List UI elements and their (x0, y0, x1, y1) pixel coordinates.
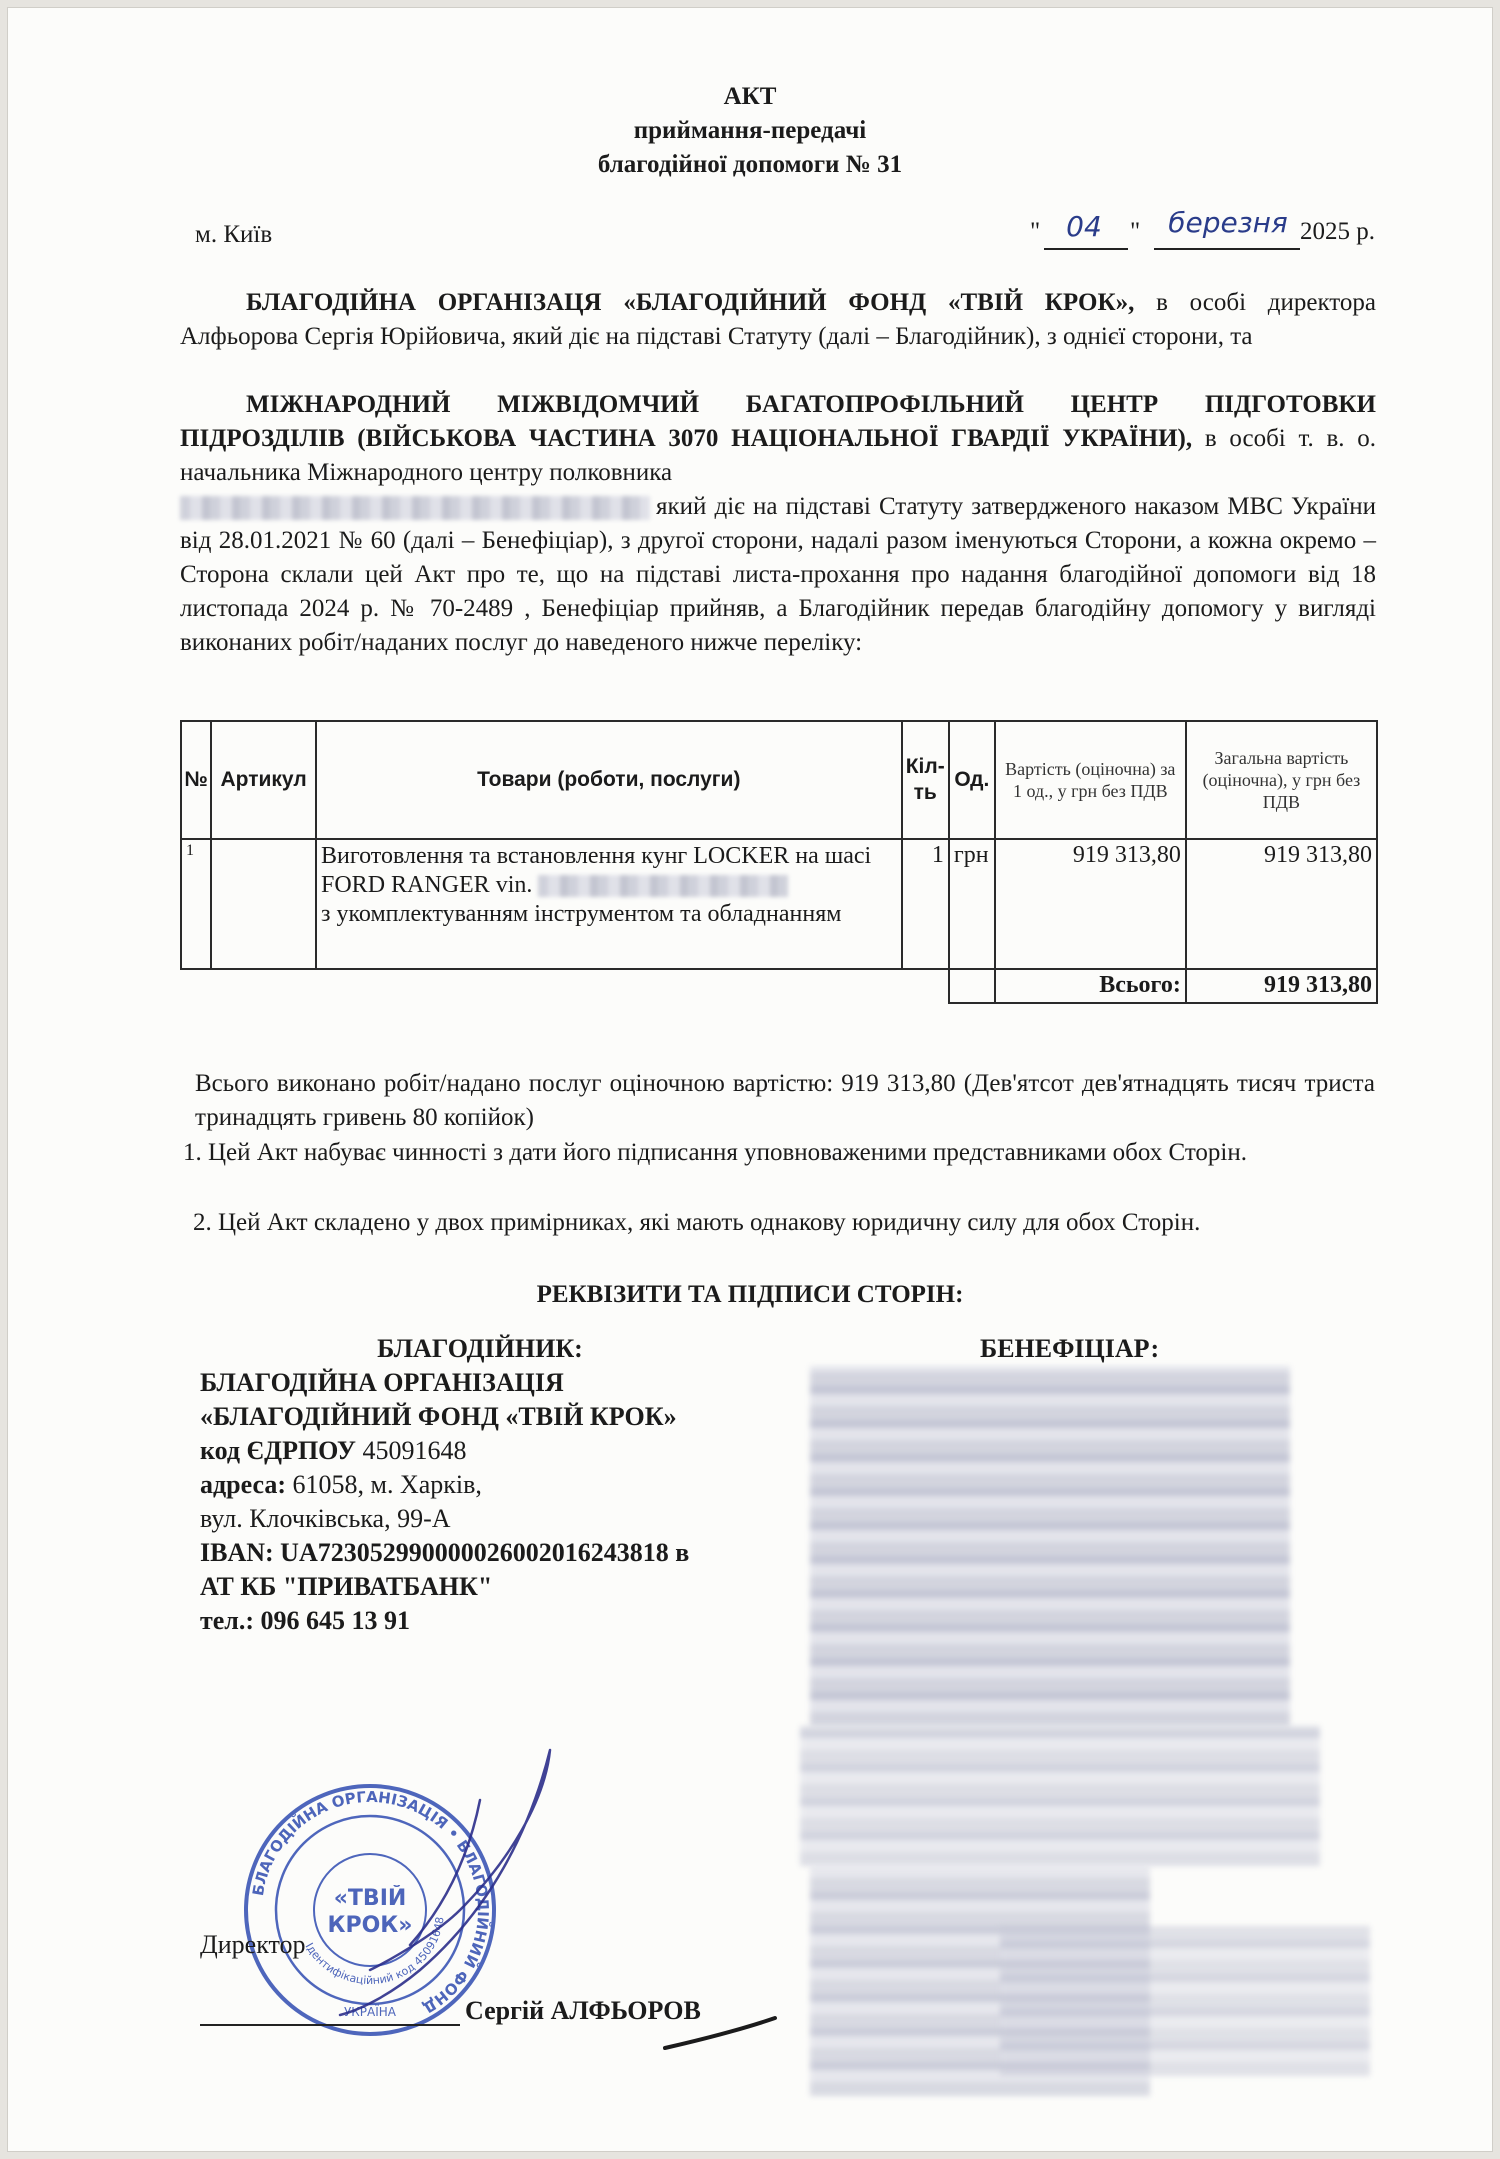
col-goods-header: Товари (роботи, послуги) (316, 721, 902, 839)
date-day-handwritten: 04 (1066, 210, 1102, 243)
donor-address-label: адреса: (200, 1470, 286, 1499)
seal-center-bottom: КРОК» (327, 1913, 413, 1938)
col-unit-header: Од. (949, 721, 995, 839)
redacted-beneficiary-requisites (800, 1366, 1370, 2126)
total-label: Всього: (995, 969, 1186, 1003)
beneficiary-label: БЕНЕФІЦІАР: (980, 1334, 1160, 1363)
beneficiary-org-name: МІЖНАРОДНИЙ МІЖВІДОМЧИЙ БАГАТОПРОФІЛЬНИЙ ЦЕНТР ПІДГОТОВКИ ПІДРОЗДІЛІВ (ВІЙСЬКОВА ЧАСТИНА 3070 НАЦІОНАЛЬНОЇ ГВАРДІЇ УКРАЇНИ), (180, 391, 1376, 452)
donor-bank: АТ КБ "ПРИВАТБАНК" (200, 1572, 493, 1601)
row-unit: грн (949, 839, 995, 969)
handwritten-signature (300, 1740, 600, 2040)
row-goods-line1: Виготовлення та встановлення кунг LOCKER на шасі FORD RANGER vin. (321, 843, 872, 898)
col-no-header: № (181, 721, 211, 839)
requisites-heading: РЕКВІЗИТИ ТА ПІДПИСИ СТОРІН: (536, 1281, 964, 1308)
party1-paragraph (180, 286, 1376, 354)
donor-iban: IBAN: UA723052990000026002016243818 в (200, 1538, 690, 1567)
row-goods (316, 839, 902, 969)
goods-table (180, 720, 1378, 1004)
col-price-header: Вартість (оціночна) за 1 од., у грн без ПДВ (995, 721, 1186, 839)
date-quote-open: " (1030, 218, 1041, 245)
summary-line: Всього виконано робіт/надано послуг оціночною вартістю: 919 313,80 (Дев'ятсот дев'ятнадцять тисяч триста тринадцять гривень 80 копійок) (195, 1070, 1375, 1131)
donor-code (200, 1434, 760, 1468)
col-article-header: Артикул (211, 721, 316, 839)
clause-2: 2. Цей Акт складено у двох примірниках, які мають однакову юридичну силу для обох Сторін. (193, 1209, 1201, 1236)
table-header-row (181, 721, 1377, 839)
donor-org-name: БЛАГОДІЙНА ОРГАНІЗАЦЯ «БЛАГОДІЙНИЙ ФОНД «ТВІЙ КРОК», (246, 289, 1135, 316)
date-month-handwritten: березня (1168, 206, 1288, 239)
table-row (181, 839, 1377, 969)
donor-address-line2: вул. Клочківська, 99-А (200, 1504, 451, 1533)
donor-org-description: в особі директора Алфьорова Сергія Юрійовича, який діє на підставі Статуту (далі – Благодійник), з однієї сторони, та (180, 289, 1376, 350)
pen-stroke (660, 2010, 780, 2060)
donor-code-label: код ЄДРПОУ (200, 1436, 357, 1465)
date-day-underline (1044, 248, 1128, 250)
row-qty: 1 (902, 839, 949, 969)
row-article (211, 839, 316, 969)
city: м. Київ (195, 221, 273, 248)
total-value: 919 313,80 (1186, 969, 1377, 1003)
signer-position: Директор (200, 1930, 306, 1959)
row-total: 919 313,80 (1186, 839, 1377, 969)
donor-phone: тел.: 096 645 13 91 (200, 1606, 411, 1635)
donor-name-1: БЛАГОДІЙНА ОРГАНІЗАЦІЯ (200, 1368, 564, 1397)
party2-paragraph (180, 388, 1376, 660)
donor-address-value: 61058, м. Харків, (286, 1470, 482, 1499)
col-qty-header: Кіл-ть (902, 721, 949, 839)
signer-name: Сергій АЛФЬОРОВ (465, 1996, 701, 2025)
signature-line (200, 2024, 460, 2026)
act-subtitle-1: приймання-передачі (633, 117, 867, 144)
date-block (1030, 206, 1375, 254)
redacted-colonel-name (180, 496, 650, 520)
donor-name-2: «БЛАГОДІЙНИЙ ФОНД «ТВІЙ КРОК» (200, 1402, 677, 1431)
seal-center-top: «ТВІЙ (333, 1886, 407, 1911)
row-no: 1 (181, 839, 211, 969)
row-price: 919 313,80 (995, 839, 1186, 969)
donor-label: БЛАГОДІЙНИК: (377, 1334, 583, 1363)
clause-1: 1. Цей Акт набуває чинності з дати його підписання уповноваженими представниками обох Сторін. (183, 1139, 1247, 1166)
seal-inner-text: Ідентифікаційний код 45091648 (302, 1915, 447, 1988)
seal-outer-text: БЛАГОДІЙНА ОРГАНІЗАЦІЯ • БЛАГОДІЙНИЙ ФОНД (248, 1787, 493, 2017)
table-total-row (181, 969, 1377, 1003)
donor-code-value: 45091648 (356, 1436, 467, 1465)
row-goods-line2: з укомплектуванням інструментом та обладнанням (321, 901, 842, 927)
donor-requisites (200, 1332, 760, 1638)
beneficiary-rep-text: в особі т. в. о. начальника Міжнародного центру полковника (180, 425, 1376, 486)
seal-bottom-text: УКРАЇНА (343, 2005, 397, 2019)
donor-address (200, 1468, 760, 1502)
date-year: 2025 р. (1300, 218, 1375, 245)
act-title: АКТ (723, 83, 777, 110)
agreement-text: який діє на підставі Статуту затвердженого наказом МВС України від 28.01.2021 № 60 (далі – Бенефіціар), з другої сторони, надалі разом іменуються Сторони, а кожна окремо – Сторона склали цей Акт про те, що на підставі листа-прохання про надання благодійної допомоги від 18 листопада 2024 р. № 70-2489 , Бенефіціар прийняв, а Благодійник передав благодійну допомогу у вигляді виконаних робіт/наданих послуг до наведеного нижче переліку: (180, 493, 1376, 656)
date-month-underline (1154, 248, 1300, 250)
date-quote-close: " (1130, 218, 1141, 245)
redacted-vin (538, 875, 788, 897)
col-total-header: Загальна вартість (оціночна), у грн без ПДВ (1186, 721, 1377, 839)
act-subtitle-2: благодійної допомоги № 31 (597, 151, 903, 178)
